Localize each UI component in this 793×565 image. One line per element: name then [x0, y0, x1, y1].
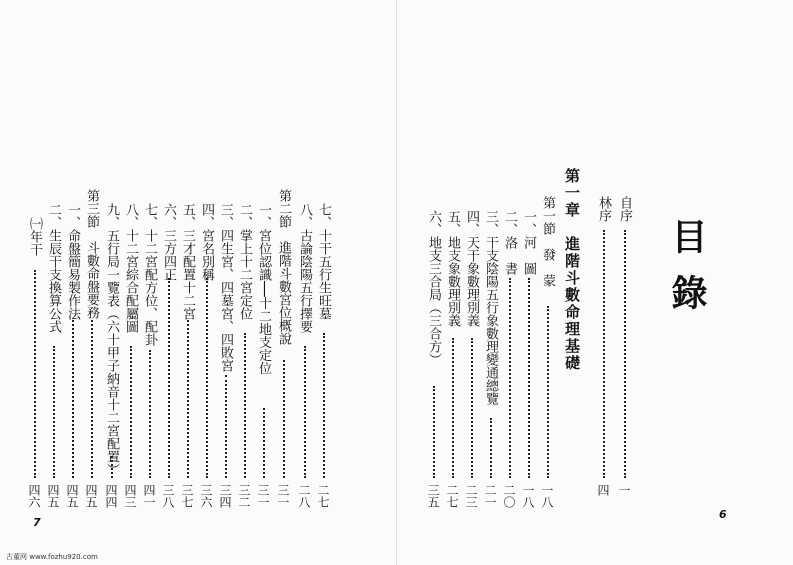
toc-entry: 一、命盤簡易製作法 — [65, 203, 80, 320]
toc-entry: 七、十干五行生旺墓 — [316, 203, 331, 320]
toc-entry: 六、三方四正 — [161, 203, 176, 281]
toc-entry: 五、地支象數理別義 — [445, 210, 460, 327]
dot-leader — [323, 333, 326, 478]
toc-page-number: 一八 — [521, 484, 535, 508]
dot-leader — [225, 375, 228, 478]
toc-entry: 六、地支三合局（三合方） — [426, 210, 441, 366]
page-number-left: 7 — [33, 516, 41, 529]
toc-page-number: 二三 — [464, 484, 478, 508]
dot-leader — [624, 230, 627, 478]
dot-leader — [263, 408, 266, 478]
dot-leader — [603, 230, 606, 478]
dot-leader — [130, 346, 133, 478]
toc-entry: 八、古論陰陽五行擇要 — [297, 203, 312, 333]
dot-leader — [53, 346, 56, 478]
toc-entry: ㈠年干 — [27, 217, 42, 256]
dot-leader — [509, 278, 512, 478]
dot-leader — [471, 338, 474, 478]
toc-page-number: 一八 — [540, 484, 554, 508]
dot-leader — [283, 360, 286, 478]
right-page — [397, 0, 793, 565]
toc-page-number: 二一 — [483, 484, 497, 508]
toc-entry: 二、洛 書 — [502, 210, 517, 275]
toc-entry: 五、三才配置十二宮 — [180, 203, 195, 320]
toc-page-number: 四五 — [84, 484, 98, 508]
toc-entry: 二、生辰干支換算公式 — [46, 203, 61, 333]
toc-page-number: 三二 — [237, 484, 251, 508]
dot-leader — [206, 278, 209, 478]
dot-leader — [149, 350, 152, 478]
toc-page-number: 二七 — [316, 484, 330, 508]
toc-page-number: 二〇 — [502, 484, 516, 508]
toc-page-number: 三一 — [256, 484, 270, 508]
toc-page-number: 四六 — [27, 484, 41, 508]
toc-entry: 四、宮名別稱 — [199, 203, 214, 281]
toc-entry-preface: 自序 — [617, 196, 632, 222]
dot-leader — [490, 418, 493, 478]
toc-title: 目錄 — [666, 218, 708, 330]
toc-entry: 八、十二宮綜合配屬圖 — [123, 203, 138, 333]
dot-leader — [244, 333, 247, 478]
toc-page-number: 四一 — [142, 484, 156, 508]
toc-entry: 四、天干象數理別義 — [464, 210, 479, 327]
toc-page-number: 二八 — [297, 484, 311, 508]
toc-entry: 三、四生宮、四墓宮、四敗宮 — [218, 203, 233, 372]
toc-page-number: 三八 — [161, 484, 175, 508]
toc-entry-lin-preface: 林序 — [596, 196, 611, 222]
source-watermark: 古董网 www.fozhu920.com — [6, 553, 98, 561]
toc-page-number: 四四 — [104, 484, 118, 508]
dot-leader — [547, 306, 550, 478]
dot-leader — [187, 320, 190, 478]
dot-leader — [72, 320, 75, 478]
dot-leader — [91, 320, 94, 478]
toc-page-number: 一 — [617, 484, 631, 496]
page-number-right: 6 — [719, 508, 727, 521]
toc-entry-section: 第二節 進階斗數宮位概說 — [276, 189, 291, 345]
dot-leader — [452, 338, 455, 478]
toc-entry: 九、五行局一覽表（六十甲子納音十二宮配置） — [104, 203, 119, 476]
toc-page-number: 四五 — [46, 484, 60, 508]
toc-page-number: 四 — [596, 484, 610, 496]
toc-entry: 一、宮位認識──十二地支定位 — [256, 203, 271, 375]
dot-leader — [111, 456, 114, 478]
toc-entry-section: 第三節 斗數命盤要務 — [84, 189, 99, 319]
dot-leader — [304, 346, 307, 478]
toc-entry: 七、十二宮配方位、配卦 — [142, 203, 157, 346]
toc-page-number: 三一 — [276, 484, 290, 508]
dot-leader — [168, 278, 171, 478]
toc-entry: 二、掌上十二宮定位 — [237, 203, 252, 320]
chapter-heading: 第一章 進階斗數命理基礎 — [563, 168, 581, 372]
toc-entry-section: 第一節 發 蒙 — [540, 196, 555, 287]
toc-page-number: 二七 — [445, 484, 459, 508]
toc-page-number: 三五 — [426, 484, 440, 508]
dot-leader — [433, 386, 436, 478]
toc-page-number: 四五 — [65, 484, 79, 508]
toc-page-number: 三七 — [180, 484, 194, 508]
toc-entry: 一、河 圖 — [521, 210, 536, 275]
dot-leader — [528, 278, 531, 478]
toc-page-number: 三四 — [218, 484, 232, 508]
toc-page-number: 四三 — [123, 484, 137, 508]
dot-leader — [34, 270, 37, 478]
toc-entry: 三、干支陰陽五行象數理變通總覽 — [483, 210, 498, 405]
toc-page-number: 三六 — [199, 484, 213, 508]
